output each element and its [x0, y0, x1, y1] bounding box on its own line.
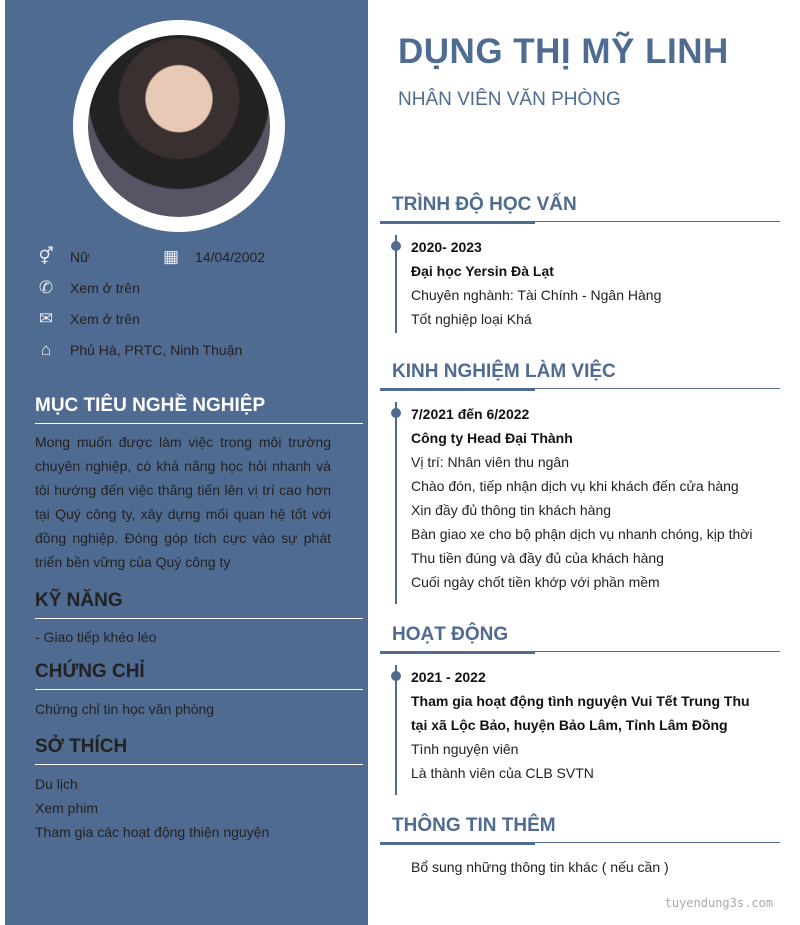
extra-heading: THÔNG TIN THÊM: [392, 815, 780, 843]
hobbies-list: Du lịch Xem phim Tham gia các hoạt động thiện nguyện: [35, 776, 270, 840]
home-icon: ⌂: [40, 340, 52, 359]
hobbies-heading: SỞ THÍCH: [35, 736, 363, 765]
objective-heading: MỤC TIÊU NGHỀ NGHIỆP: [35, 395, 363, 424]
certs-heading: CHỨNG CHỈ: [35, 661, 363, 690]
dob-row: ▦ 14/04/2002: [160, 247, 265, 267]
experience-heading: KINH NGHIỆM LÀM VIỆC: [392, 361, 780, 389]
education-heading: TRÌNH ĐỘ HỌC VẤN: [392, 194, 780, 222]
cert-item: Chứng chỉ tin học văn phòng: [35, 701, 215, 717]
education-entry: 2020- 2023 Đại học Yersin Đà Lạt Chuyên nghành: Tài Chính - Ngân Hàng Tốt nghiệp loại Khá: [395, 235, 661, 333]
gender-icon: ⚥: [38, 247, 54, 266]
gender-row: ⚥ Nữ: [35, 247, 89, 267]
skill-item: - Giao tiếp khéo léo: [35, 629, 157, 645]
objective-text: Mong muốn được làm việc trong môi trường chuyên nghiệp, có khả năng học hỏi nhanh và tôi hướng đến việc thăng tiến lên vị trí cao hơn tại Quý công ty, xây dựng mối quan hệ tốt với đồng nghiệp. Đóng góp tích cực vào sự phát triển bền vững của Quý công ty: [35, 434, 331, 570]
address-row: ⌂ Phủ Hà, PRTC, Ninh Thuận: [35, 340, 242, 360]
experience-entry: 7/2021 đến 6/2022 Công ty Head Đại Thành Vị trí: Nhân viên thu ngân Chào đón, tiếp nhận dịch vụ khi khách đến cửa hàng Xin đầy đủ thông tin khách hàng Bàn giao xe cho bộ phận dịch vụ nhanh chóng, kịp thời Thu tiền đúng và đầy đủ của khách hàng Cuối ngày chốt tiền khớp với phần mềm: [395, 402, 753, 604]
phone-icon: ✆: [38, 278, 54, 297]
email-row: ✉ Xem ở trên: [35, 309, 140, 329]
full-name: DỤNG THỊ MỸ LINH: [398, 32, 729, 71]
job-title: NHÂN VIÊN VĂN PHÒNG: [398, 89, 621, 110]
profile-photo: [73, 20, 285, 232]
activity-entry: 2021 - 2022 Tham gia hoạt động tình nguyện Vui Tết Trung Thu tại xã Lộc Bảo, huyện Bảo Lâm, Tỉnh Lâm Đồng Tình nguyện viên Là thành viên của CLB SVTN: [395, 665, 765, 795]
phone-row: ✆ Xem ở trên: [35, 278, 140, 298]
activities-heading: HOẠT ĐỘNG: [392, 624, 780, 652]
extra-text: Bổ sung những thông tin khác ( nếu cần ): [411, 859, 669, 875]
calendar-icon: ▦: [162, 247, 180, 266]
envelope-icon: ✉: [38, 309, 54, 328]
skills-heading: KỸ NĂNG: [35, 590, 363, 619]
watermark: tuyendung3s.com: [664, 896, 773, 910]
